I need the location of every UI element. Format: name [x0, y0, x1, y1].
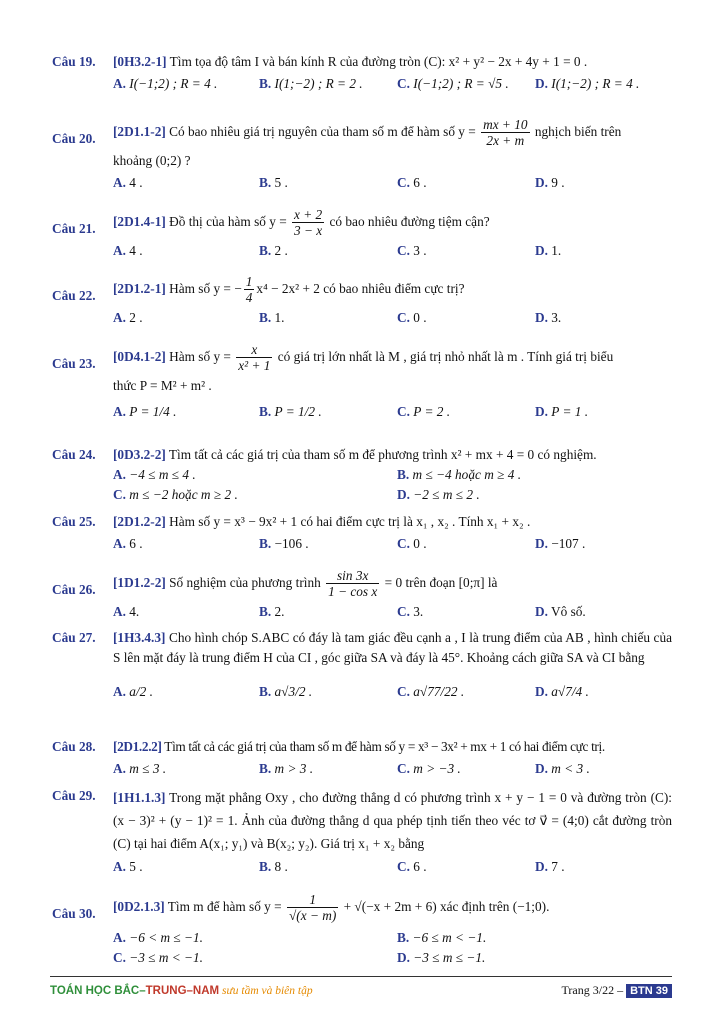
option-a[interactable]: A. P = 1/4 . — [113, 404, 177, 419]
option-b[interactable]: B. I(1;−2) ; R = 2 . — [259, 76, 363, 91]
option-a[interactable]: A. −6 < m ≤ −1. — [113, 930, 204, 945]
option-d[interactable]: D. 3. — [535, 310, 562, 325]
option-c[interactable]: C. 3 . — [397, 243, 427, 258]
option-d[interactable]: D. −107 . — [535, 536, 586, 551]
question-number: Câu 28. — [52, 739, 96, 754]
footer-page — [562, 983, 672, 998]
fraction: $\frac{1}{4}$ — [245, 274, 253, 306]
question-number: Câu 24. — [52, 447, 96, 462]
option-b[interactable]: B. 8 . — [259, 859, 288, 874]
question-21: Câu 21. [2D1.4-1] Đồ thị của hàm số y = $\frac{x + 2}{3 - x}$ có bao nhiêu đường tiệm cận? A. 4 . B. 2 . C. 3 . D. 1. — [52, 205, 672, 261]
option-d[interactable]: D. 1. — [535, 243, 562, 258]
question-code: [2D1.1-2] — [113, 124, 166, 139]
question-number: Câu 21. — [52, 221, 96, 236]
option-a[interactable]: A. I(−1;2) ; R = 4 . — [113, 76, 218, 91]
document-badge: BTN 39 — [626, 984, 672, 998]
option-c[interactable]: C. 3. — [397, 604, 424, 619]
option-d[interactable]: D. −2 ≤ m ≤ 2 . — [397, 487, 480, 502]
question-number: Câu 23. — [52, 356, 96, 371]
question-number: Câu 25. — [52, 514, 96, 529]
question-20: Câu 20. [2D1.1-2] Có bao nhiêu giá trị nguyên của tham số m để hàm số y = $\frac{mx + 10}{2x + m}$ nghịch biến trên khoảng (0;2) ? A. 4 . B. 5 . C. 6 . D. 9 . — [52, 115, 672, 193]
fraction: $\frac{x}{\text{x² + 1}}$ — [238, 342, 271, 374]
option-b[interactable]: B. m ≤ −4 hoặc m ≥ 4 . — [397, 467, 522, 482]
option-d[interactable]: D. I(1;−2) ; R = 4 . — [535, 76, 640, 91]
option-b[interactable]: B. 5 . — [259, 175, 288, 190]
option-b[interactable]: B. 2 . — [259, 243, 288, 258]
question-number: Câu 26. — [52, 582, 96, 597]
option-c[interactable]: C. a√77/22 . — [397, 684, 465, 699]
question-number: Câu 19. — [52, 54, 96, 69]
option-a[interactable]: A. 2 . — [113, 310, 143, 325]
fraction: $\frac{1}{√(x - m)}$ — [289, 892, 337, 924]
question-number: Câu 29. — [52, 788, 96, 803]
option-a[interactable]: A. a/2 . — [113, 684, 153, 699]
option-c[interactable]: C. 0 . — [397, 310, 427, 325]
option-d[interactable]: D. 7 . — [535, 859, 565, 874]
page-number: Trang 3/22 – — [561, 983, 624, 997]
option-b[interactable]: B. −6 ≤ m < −1. — [397, 930, 487, 945]
option-a[interactable]: A. 4 . — [113, 243, 143, 258]
question-24: Câu 24. [0D3.2-2] Tìm tất cả các giá trị của tham số m để phương trình x² + mx + 4 = 0 có nghiệm. A. −4 ≤ m ≤ 4 . B. m ≤ −4 hoặc m ≥ 4 . C. m ≤ −2 hoặc m ≥ 2 . D. −2 ≤ m ≤ 2 . — [52, 445, 672, 505]
option-a[interactable]: A. m ≤ 3 . — [113, 761, 167, 776]
option-b[interactable]: B. a√3/2 . — [259, 684, 313, 699]
option-a[interactable]: A. 6 . — [113, 536, 143, 551]
option-b[interactable]: B. 2. — [259, 604, 285, 619]
question-22: Câu 22. [2D1.2-1] Hàm số y = − $\frac{1}{4}$ x⁴ − 2x² + 2 có bao nhiêu điểm cực trị? A. 2 . B. 1. C. 0 . D. 3. — [52, 272, 672, 328]
option-c[interactable]: C. 6 . — [397, 175, 427, 190]
page-footer — [50, 976, 672, 1005]
question-30: Câu 30. [0D2.1.3] Tìm m để hàm số y = $\frac{1}{√(x - m)}$ + √(−x + 2m + 6) xác định trên (−1;0). A. −6 < m ≤ −1. B. −6 ≤ m < −1. C. −3 ≤ m < −1. D. −3 ≤ m ≤ −1. — [52, 890, 672, 968]
option-a[interactable]: A. 4. — [113, 604, 140, 619]
option-c[interactable]: C. 0 . — [397, 536, 427, 551]
fraction: $\frac{\sin 3x}{\text{1 − cos x}}$ — [328, 568, 378, 600]
footer-brand: TOÁN HỌC BẮC–TRUNG–NAM sưu tầm và biên tập — [50, 985, 313, 997]
option-a[interactable]: A. 4 . — [113, 175, 143, 190]
option-d[interactable]: D. Vô số. — [535, 604, 586, 619]
option-d[interactable]: D. −3 ≤ m ≤ −1. — [397, 950, 486, 965]
option-c[interactable]: C. m ≤ −2 hoặc m ≥ 2 . — [113, 487, 238, 502]
option-a[interactable]: A. −4 ≤ m ≤ 4 . — [113, 467, 196, 482]
option-d[interactable]: D. P = 1 . — [535, 404, 589, 419]
question-number: Câu 27. — [52, 630, 96, 645]
option-d[interactable]: D. m < 3 . — [535, 761, 590, 776]
question-text: Tìm tọa độ tâm I và bán kính R của đường tròn (C): x² + y² − 2x + 4y + 1 = 0 . — [169, 54, 588, 69]
option-c[interactable]: C. 6 . — [397, 859, 427, 874]
option-d[interactable]: D. 9 . — [535, 175, 565, 190]
option-c[interactable]: C. P = 2 . — [397, 404, 451, 419]
question-28: Câu 28. [2D1.2.2] Tìm tất cả các giá trị của tham số m để hàm số y = x³ − 3x² + mx + 1 có hai điểm cực trị. A. m ≤ 3 . B. m > 3 . C. m > −3 . D. m < 3 . — [52, 737, 672, 779]
question-text-line-2: thức P = M² + m² . — [113, 378, 212, 393]
question-number: Câu 30. — [52, 906, 96, 921]
question-25: Câu 25. [2D1.2-2] Hàm số y = x³ − 9x² + 1 có hai điểm cực trị là x₁ , x₂ . Tính x₁ + x₂ . A. 6 . B. −106 . C. 0 . D. −107 . — [52, 512, 672, 554]
option-c[interactable]: C. −3 ≤ m < −1. — [113, 950, 204, 965]
question-23: Câu 23. [0D4.1-2] Hàm số y = $\frac{x}{\text{x² + 1}}$ có giá trị lớn nhất là M , giá trị nhỏ nhất là m . Tính giá trị biểu thức P = M² + m² . A. P = 1/4 . B. P = 1/2 . C. P = 2 . D. P = 1 . — [52, 340, 672, 422]
question-text-line-2: khoảng (0;2) ? — [113, 153, 191, 168]
fraction: $\frac{mx + 10}{2x + m}$ — [483, 117, 528, 149]
option-b[interactable]: B. m > 3 . — [259, 761, 314, 776]
question-26: Câu 26. [1D1.2-2] Số nghiệm của phương trình $\frac{\sin 3x}{\text{1 − cos x}}$ = 0 trên đoạn [0;π] là A. 4. B. 2. C. 3. D. Vô số. — [52, 566, 672, 622]
question-number: Câu 20. — [52, 131, 96, 146]
option-b[interactable]: B. 1. — [259, 310, 285, 325]
question-number: Câu 22. — [52, 288, 96, 303]
option-b[interactable]: B. −106 . — [259, 536, 309, 551]
option-c[interactable]: C. I(−1;2) ; R = √5 . — [397, 76, 509, 91]
option-c[interactable]: C. m > −3 . — [397, 761, 461, 776]
question-19 — [52, 52, 672, 94]
question-29: Câu 29. [1H1.1.3] Trong mặt phẳng Oxy , cho đường thẳng d có phương trình x + y − 1 = 0 và đường tròn (C): (x − 3)² + (y − 1)² = 1. Ảnh của đường thẳng d qua phép tịnh tiến theo véc tơ v⃗ = (4;0) cắt đường tròn (C) tại hai điểm A(x₁; y₁) và B(x₂; y₂). Giá trị x₁ + x₂ bằng A. 5 . B. 8 . C. 6 . D. 7 . — [52, 786, 672, 877]
option-a[interactable]: A. 5 . — [113, 859, 143, 874]
question-27: Câu 27. [1H3.4.3] Cho hình chóp S.ABC có đáy là tam giác đều cạnh a , I là trung điểm của AB , hình chiếu của S lên mặt đáy là trung điểm H của CI , góc giữa SA và đáy là 45°. Khoảng cách giữa SA và CI bằng A. a/2 . B. a√3/2 . C. a√77/22 . D. a√7/4 . — [52, 628, 672, 702]
option-d[interactable]: D. a√7/4 . — [535, 684, 589, 699]
fraction: $\frac{x + 2}{3 - x}$ — [294, 207, 323, 239]
question-code: [0H3.2-1] — [113, 54, 167, 69]
option-b[interactable]: B. P = 1/2 . — [259, 404, 322, 419]
